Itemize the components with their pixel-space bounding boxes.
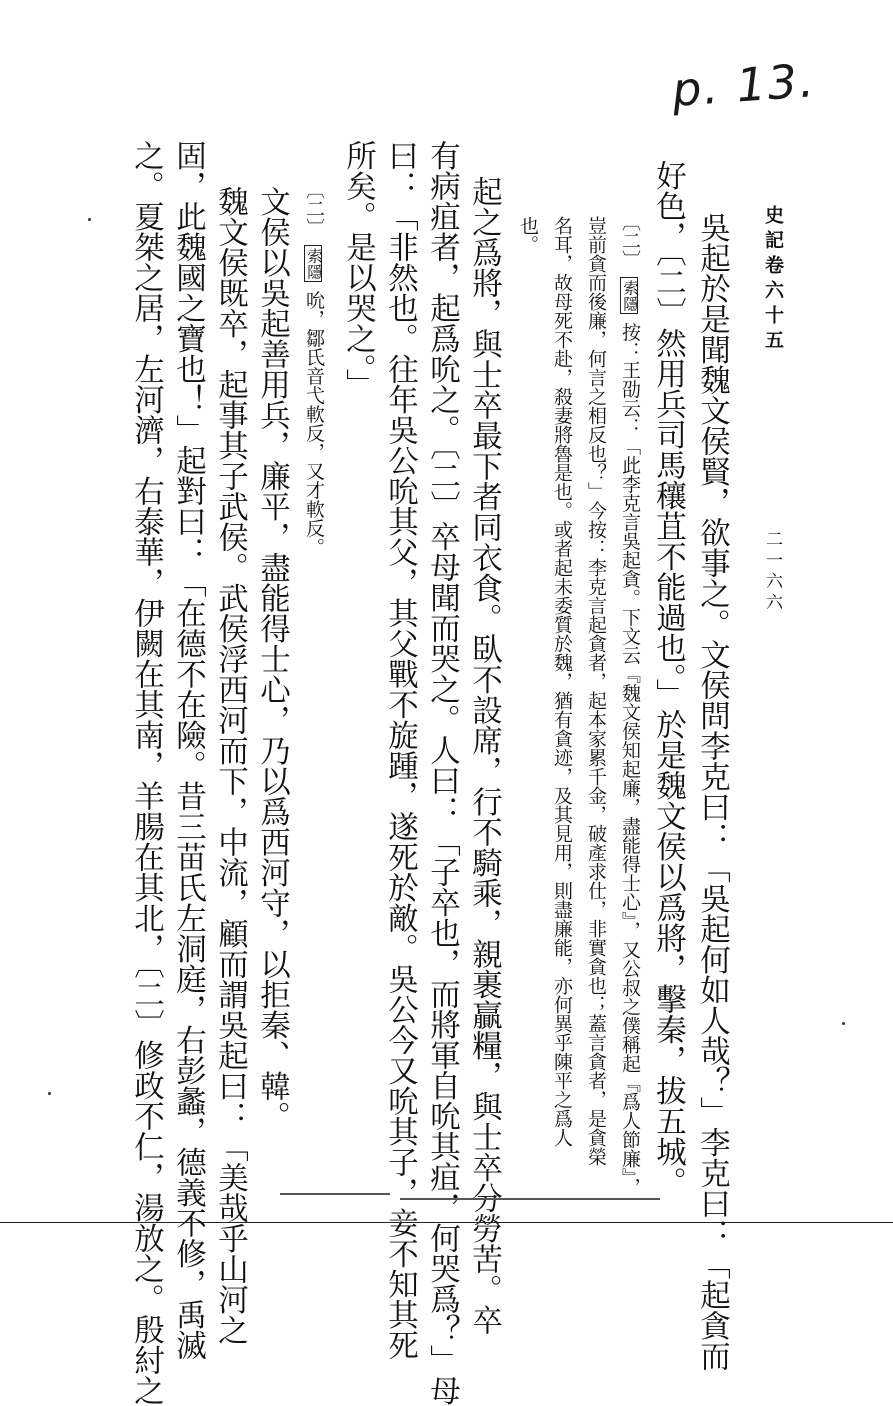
commentary-column-4: 也。 [517, 216, 539, 254]
scan-artifact-line [280, 1193, 390, 1195]
text-column-9: 固，此魏國之寶也！」起對曰：「在德不在險。昔三苗氏左洞庭，右彭蠡，德義不修，禹滅 [170, 140, 206, 1360]
scan-speck [842, 1022, 845, 1025]
handwritten-page-note: p. 13. [670, 53, 818, 117]
note-marker: 〔二〕 [619, 212, 641, 269]
text-column-8: 魏文侯既卒，起事其子武侯。武侯浮西河而下，中流，顧而謂吳起曰：「美哉乎山河之 [212, 186, 248, 1345]
scan-artifact-line [400, 1198, 660, 1200]
commentary-column-2: 豈前貪而後廉，何言之相反也？」今按：李克言起貪者，起本家累千金，破產求仕，非實貪也；蓋言貪者，是貪榮 [585, 216, 607, 1166]
page-number: 二一六六 [762, 530, 782, 614]
scan-speck [48, 1092, 51, 1095]
suoyin-badge: 索隱 [304, 245, 322, 282]
text-column-3: 起之爲將，與士卒最下者同衣食。臥不設席，行不騎乘，親裹贏糧，與士卒分勞苦。卒 [466, 176, 502, 1335]
running-header-title: 史記卷六十五 [762, 205, 784, 355]
text-column-6: 所矣。是以哭之。」 [340, 140, 376, 400]
text-column-4: 有病疽者，起爲吮之。〔二〕卒母聞而哭之。人曰：「子卒也，而將軍自吮其疽，何哭爲？」母 [424, 140, 460, 1406]
commentary-column-1: 〔二〕 索隱 按：王劭云：「此李克言吳起貪。下文云『魏文侯知起廉，盡能得士心』，又公叔之僕稱起『爲人節廉』， [619, 212, 641, 1197]
note-marker: 〔二〕 [303, 180, 325, 237]
scan-speck [88, 218, 91, 221]
text-column-1: 吳起於是聞魏文侯賢，欲事之。文侯問李克曰：「吳起何如人哉？」李克曰：「起貪而 [694, 212, 730, 1371]
text-column-2: 好色，〔二〕然用兵司馬穰苴不能過也。」於是魏文侯以爲將，擊秦，拔五城。 [650, 160, 686, 1197]
text-column-10: 之。夏桀之居，左河濟，右泰華，伊闕在其南，羊腸在其北，〔二〕修政不仁，湯放之。殷紂之 [128, 140, 164, 1406]
commentary-column-5: 〔二〕 索隱 吮，鄒氏音弋軟反，又才軟反。 [303, 180, 325, 557]
commentary-column-3: 名耳，故母死不赴，殺妻將魯是也。或者起未委質於魏，猶有貪迹，及其見用，則盡廉能，亦何異乎陳平之爲人 [551, 216, 573, 1147]
suoyin-badge: 索隱 [620, 277, 638, 314]
text-column-7: 文侯以吳起善用兵，廉平，盡能得士心，乃以爲西河守，以拒秦、韓。 [254, 186, 290, 1132]
bottom-border-line [0, 1222, 893, 1223]
text-column-5: 曰：「非然也。往年吳公吮其父，其父戰不旋踵，遂死於敵。吳公今又吮其子，妾不知其死 [382, 140, 418, 1360]
